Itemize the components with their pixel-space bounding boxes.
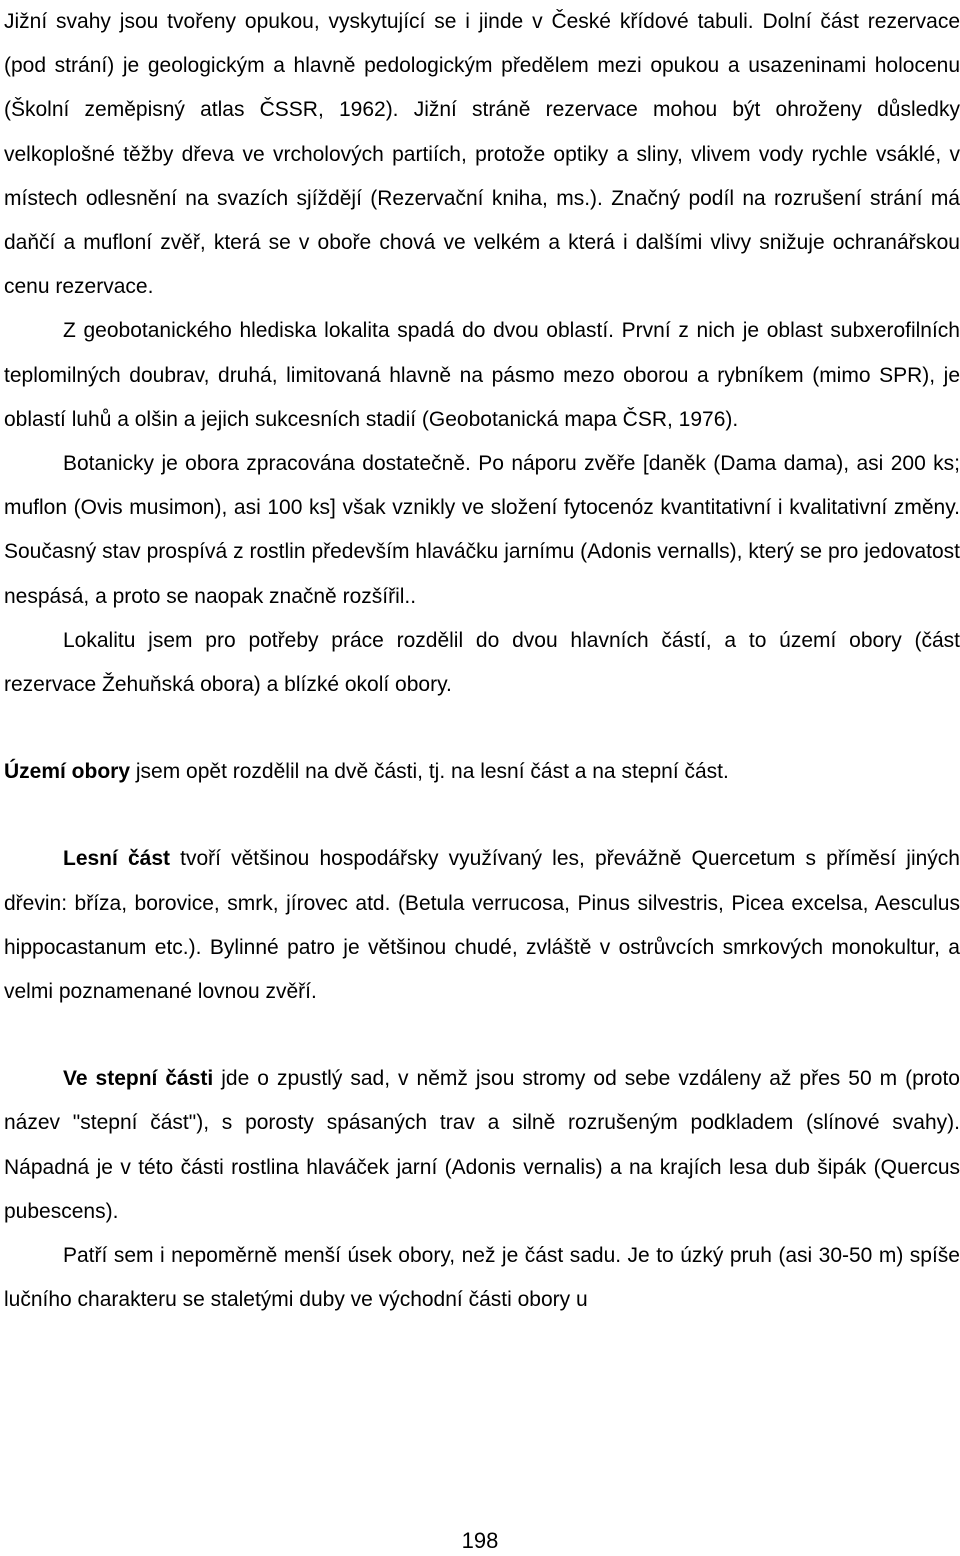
paragraph-spacer xyxy=(4,707,960,750)
paragraph-locality-division: Lokalitu jsem pro potřeby práce rozdělil do dvou hlavních částí, a to území obory (část rezervace Žehuňská obora) a blízké okolí obory. xyxy=(4,628,960,697)
paragraph-territory-text: jsem opět rozdělil na dvě části, tj. na lesní část a na stepní část. xyxy=(130,760,729,784)
paragraph-botany: Botanicky je obora zpracována dostatečně. Po náporu zvěře [daněk (Dama dama), asi 200 ks; muflon (Ovis musimon), asi 100 ks] však vznikly ve složení fytocenóz kvantitativní i kvalitativní změny. Současný stav prospívá z rostlin především hlaváčku jarnímu (Adonis vernalls), který se pro jedovatost nespásá, a proto se naopak značně rozšířil.. xyxy=(4,452,960,608)
paragraph-forest-part-text: tvoří většinou hospodářsky využívaný les, převážně Quercetum s příměsí jiných dřevin: bříza, borovice, smrk, jírovec atd. (Betula verrucosa, Pinus silvestris, Picea excelsa, Aesculus hippocastanum etc.). Bylinné patro je většinou chudé, zvláště v ostrůvcích smrkových monokultur, a velmi poznamenané lovnou zvěří. xyxy=(4,847,960,1004)
paragraph-meadow-strip: Patří sem i nepoměrně menší úsek obory, než je část sadu. Je to úzký pruh (asi 30-50 m) spíše lučního charakteru se staletými duby ve východní části obory u xyxy=(4,1244,960,1312)
heading-forest-part: Lesní část xyxy=(63,847,171,871)
paragraph-geology: Jižní svahy jsou tvořeny opukou, vyskytující se i jinde v České křídové tabuli. Dolní část rezervace (pod strání) je geologickým a hlavně pedologickým předělem mezi opukou a usazeninami holocenu (Školní zeměpisný atlas ČSSR, 1962). Jižní stráně rezervace mohou být ohroženy důsledky velkoplošné těžby dřeva ve vrcholových partiích, protože optiky a sliny, vlivem vody rychle vsáklé, v místech odlesnění na svazích sjíždějí (Rezervační kniha, ms.). Značný podíl na rozrušení strání má daňčí a mufloní zvěř, která se v oboře chová ve velkém a která i dalšími vlivy snižuje ochranářskou cenu rezervace. xyxy=(4,10,960,299)
heading-steppe-part: Ve stepní části xyxy=(63,1067,214,1091)
paragraph-steppe-part-text: jde o zpustlý sad, v němž jsou stromy od sebe vzdáleny až přes 50 m (proto název "stepní část"), s porosty spásaných trav a silně rozrušeným podkladem (slínové svahy). Nápadná je v této části rostlina hlaváček jarní (Adonis vernalis) a na krajích lesa dub šipák (Quercus pubescens). xyxy=(4,1067,960,1223)
paragraph-geobotany: Z geobotanického hlediska lokalita spadá do dvou oblastí. První z nich je oblast subxerofilních teplomilných doubrav, druhá, limitovaná hlavně na pásmo mezo oborou a rybníkem (mimo SPR), je oblastí luhů a olšin a jejich sukcesních stadií (Geobotanická mapa ČSR, 1976). xyxy=(4,319,960,431)
page-number: 198 xyxy=(461,1528,499,1553)
document-page xyxy=(4,0,960,1322)
paragraph-spacer xyxy=(4,794,960,837)
paragraph-steppe-part xyxy=(4,1057,960,1234)
heading-territory: Území obory xyxy=(4,760,131,784)
paragraph-spacer xyxy=(4,1014,960,1057)
paragraph-territory xyxy=(4,750,960,794)
paragraph-forest-part xyxy=(4,837,960,1014)
